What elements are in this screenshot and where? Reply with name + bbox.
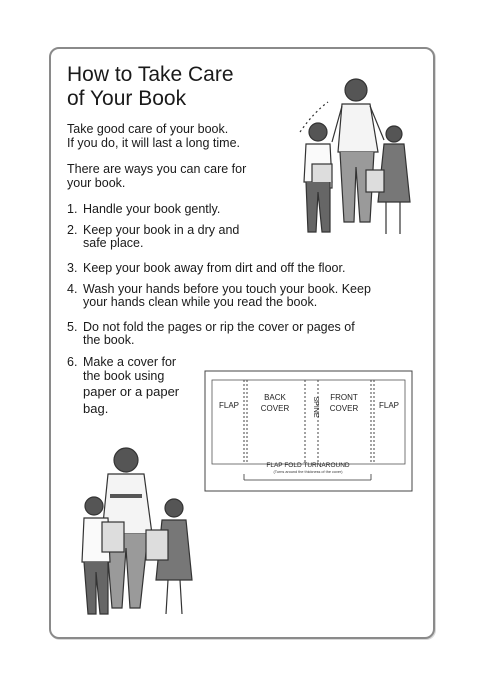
step-text: safe place. bbox=[83, 236, 144, 250]
step-number: 4. bbox=[67, 282, 78, 296]
step-text: bag. bbox=[83, 401, 109, 416]
step-number: 3. bbox=[67, 261, 78, 275]
step-number: 2. bbox=[67, 223, 78, 237]
step-text: the book using bbox=[83, 368, 165, 383]
boy-head-icon bbox=[85, 497, 103, 515]
step-text: Make a cover for bbox=[83, 355, 177, 369]
boy-trousers bbox=[306, 182, 330, 232]
step-number: 5. bbox=[67, 320, 78, 334]
girl-head-icon bbox=[165, 499, 183, 517]
family-illustration-top bbox=[294, 72, 414, 242]
step-5 bbox=[67, 321, 355, 347]
step-number: 1. bbox=[67, 202, 78, 216]
girl-book-icon bbox=[146, 530, 168, 560]
flap-right-label: FLAP bbox=[378, 401, 400, 410]
back-cover-label-1: BACK bbox=[264, 393, 286, 402]
girl-legs bbox=[386, 202, 400, 234]
step-1 bbox=[67, 203, 220, 216]
intro-line-2: If you do, it will last a long time. bbox=[67, 136, 240, 150]
boy-head-icon bbox=[309, 123, 327, 141]
step-text: Keep your book in a dry and bbox=[83, 223, 240, 237]
step-text: the book. bbox=[83, 333, 135, 347]
step-number: 6. bbox=[67, 355, 78, 369]
front-cover-label-2: COVER bbox=[329, 404, 359, 413]
man-head-icon bbox=[114, 448, 138, 472]
title-line-1: How to Take Care bbox=[67, 63, 234, 86]
step-text: Wash your hands before you touch your book. Keep bbox=[83, 282, 371, 296]
spine-label: SPINE bbox=[312, 396, 319, 418]
family-illustration-bottom bbox=[80, 444, 198, 620]
man-head-icon bbox=[345, 79, 367, 101]
fold-note: (Turns around the thickness of the cover) bbox=[273, 470, 343, 474]
flap-left-label: FLAP bbox=[218, 401, 240, 410]
ways-line-2: your book. bbox=[67, 176, 126, 190]
step-text: Handle your book gently. bbox=[83, 202, 221, 216]
step-text: paper or a paper bbox=[83, 384, 180, 399]
girl-head-icon bbox=[386, 126, 402, 142]
step-4 bbox=[67, 283, 371, 309]
step-text: your hands clean while you read the book. bbox=[83, 295, 318, 309]
fold-label: FLAP FOLD TURNAROUND bbox=[266, 462, 350, 469]
ways-line-1: There are ways you can care for bbox=[67, 162, 247, 176]
title-line-2: of Your Book bbox=[67, 87, 187, 110]
back-cover-label-2: COVER bbox=[260, 404, 290, 413]
book-cover-diagram bbox=[204, 370, 414, 494]
step-3 bbox=[67, 262, 345, 275]
step-2 bbox=[67, 224, 239, 250]
ways-paragraph bbox=[67, 162, 246, 190]
step-text: Keep your book away from dirt and off the floor. bbox=[83, 261, 346, 275]
boy-book-icon bbox=[102, 522, 124, 552]
intro-paragraph bbox=[67, 122, 240, 150]
girl-legs bbox=[166, 580, 182, 614]
step-text: Do not fold the pages or rip the cover or pages of bbox=[83, 320, 355, 334]
front-cover-label-1: FRONT bbox=[330, 393, 358, 402]
intro-line-1: Take good care of your book. bbox=[67, 122, 229, 136]
girl-book-icon bbox=[366, 170, 384, 192]
step-6 bbox=[67, 356, 179, 417]
boy-trousers bbox=[84, 562, 108, 614]
page-title bbox=[67, 63, 267, 111]
